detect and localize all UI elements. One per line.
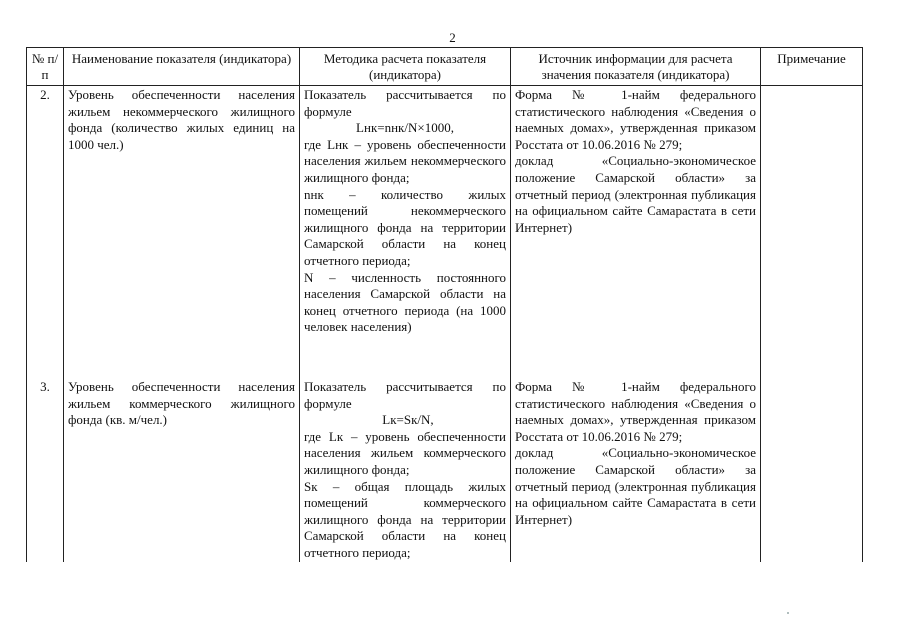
header-name: Наименование показателя (индикатора)	[64, 48, 300, 86]
table-row	[27, 379, 863, 562]
indicator-method	[300, 86, 511, 380]
indicator-name: Уровень обеспеченности населения жильем некоммерческого жилищного фонда (количество жилых единиц на 1000 чел.)	[64, 86, 300, 380]
row-number: 2.	[27, 86, 64, 380]
indicator-source	[511, 86, 761, 380]
header-method: Методика расчета показателя (индикатора)	[300, 48, 511, 86]
page-number: 2	[449, 30, 456, 45]
indicator-table	[26, 47, 863, 562]
scan-speck	[787, 612, 789, 614]
table-row	[27, 86, 863, 380]
method-intro: Показатель рассчитывается по формуле	[304, 87, 506, 119]
method-formula: Lнк=nнк/N×1000,	[356, 120, 454, 136]
source-paragraph: доклад «Социально-экономическое положение Самарской области» за отчетный период (электронная публикация на официальном сайте Самарастата в сети Интернет)	[515, 153, 756, 235]
source-paragraph: доклад «Социально-экономическое положение Самарской области» за отчетный период (электронная публикация на официальном сайте Самарастата в сети Интернет)	[515, 445, 756, 527]
method-intro: Показатель рассчитывается по формуле	[304, 379, 506, 411]
header-row	[27, 48, 863, 86]
source-paragraph: Форма № 1-найм федерального статистического наблюдения «Сведения о наемных домах», утвержденная приказом Росстата от 10.06.2016 № 279;	[515, 379, 756, 444]
indicator-source	[511, 379, 761, 562]
method-definition: где Lнк – уровень обеспеченности населения жильем некоммерческого жилищного фонда;	[304, 136, 506, 185]
header-note: Примечание	[761, 48, 863, 86]
indicator-note	[761, 86, 863, 380]
indicator-method	[300, 379, 511, 562]
header-source: Источник информации для расчета значения показателя (индикатора)	[511, 48, 761, 86]
method-definition: N – численность постоянного населения Самарской области на конец отчетного периода (на 1000 человек населения)	[304, 269, 506, 335]
header-num: № п/п	[27, 48, 64, 86]
method-formula: Lк=Sк/N,	[382, 412, 434, 428]
method-definition: где Lк – уровень обеспеченности населения жильем коммерческого жилищного фонда;	[304, 428, 506, 477]
source-paragraph: Форма № 1-найм федерального статистического наблюдения «Сведения о наемных домах», утвержденная приказом Росстата от 10.06.2016 № 279;	[515, 87, 756, 152]
indicator-name: Уровень обеспеченности населения жильем коммерческого жилищного фонда (кв. м/чел.)	[64, 379, 300, 562]
method-definition: Sк – общая площадь жилых помещений коммерческого жилищного фонда на территории Самарской области на конец отчетного периода;	[304, 478, 506, 560]
row-number: 3.	[27, 379, 64, 562]
indicator-note	[761, 379, 863, 562]
method-definition: nнк – количество жилых помещений некоммерческого жилищного фонда на территории Самарской области на конец отчетного периода;	[304, 186, 506, 268]
